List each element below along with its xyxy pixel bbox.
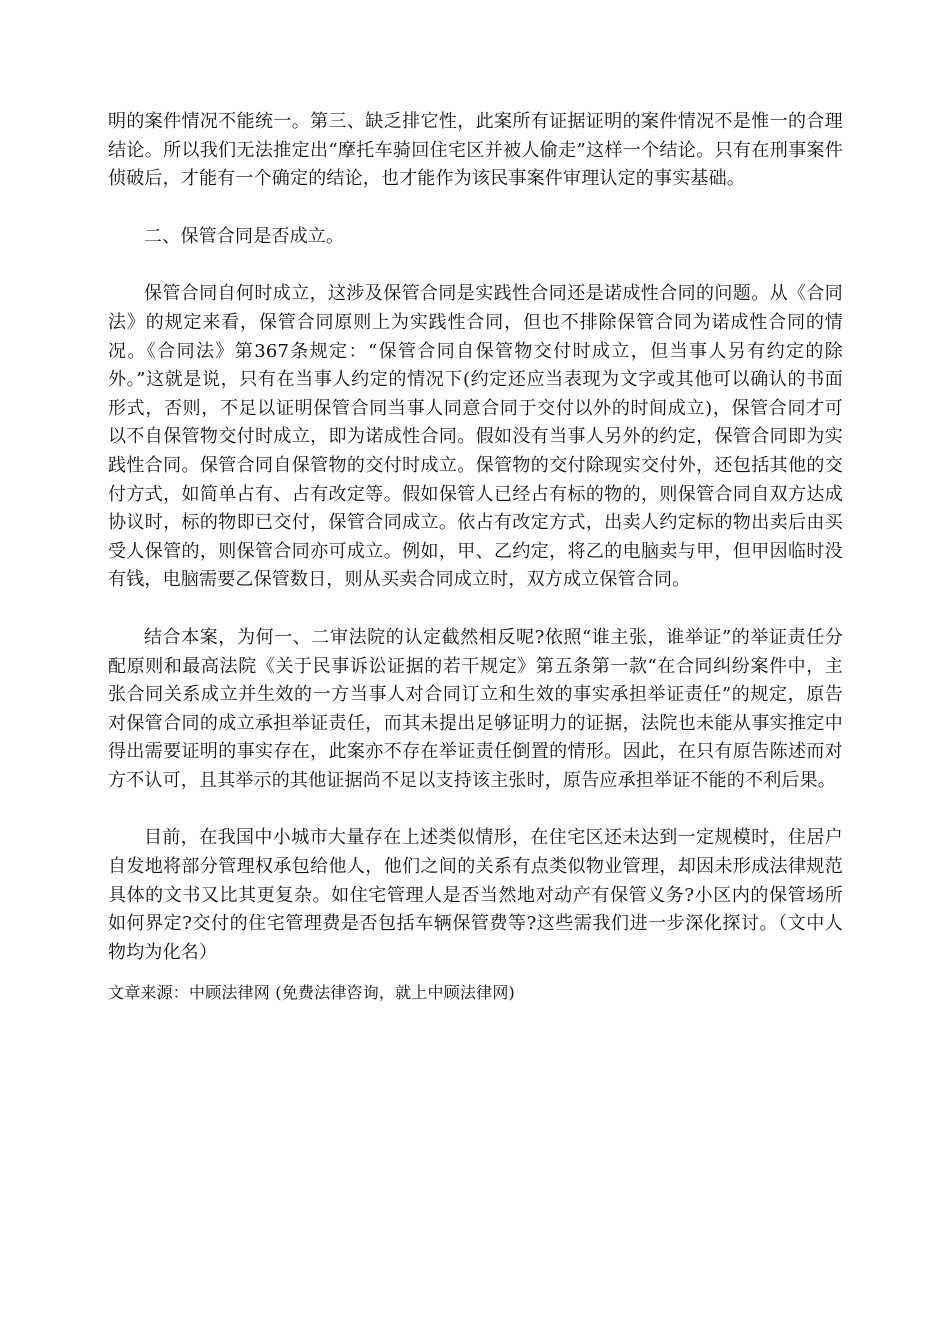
paragraph-case-analysis: 结合本案，为何一、二审法院的认定截然相反呢?依照“谁主张，谁举证”的举证责任分配原则和最高法院《关于民事诉讼证据的若干规定》第五条第一款“在合同纠纷案件中，主张合同关系成立并生效的一方当事人对合同订立和生效的事实承担举证责任”的规定，原告对保管合同的成立承担举证责任，而其未提出足够证明力的证据，法院也未能从事实推定中得出需要证明的事实存在，此案亦不存在举证责任倒置的情形。因此，在只有原告陈述而对方不认可，且其举示的其他证据尚不足以支持该主张时，原告应承担举证不能的不利后果。 xyxy=(108,626,843,791)
article-source: 文章来源：中顾法律网 (免费法律咨询，就上中顾法律网) xyxy=(108,983,515,1003)
section-heading-contract-formation: 二、保管合同是否成立。 xyxy=(144,225,345,247)
paragraph-conclusion: 目前，在我国中小城市大量存在上述类似情形，在住宅区还未达到一定规模时，住居户自发地将部分管理权承包给他人，他们之间的关系有点类似物业管理，却因未形成法律规范具体的文书又比其更复杂。如住宅管理人是否当然地对动产有保管义务?小区内的保管场所如何界定?交付的住宅管理费是否包括车辆保管费等?这些需我们进一步深化探讨。（文中人物均为化名） xyxy=(108,827,843,963)
paragraph-intro-continuation: 明的案件情况不能统一。第三、缺乏排它性，此案所有证据证明的案件情况不是惟一的合理结论。所以我们无法推定出“摩托车骑回住宅区并被人偷走”这样一个结论。只有在刑事案件侦破后，才能有一个确定的结论，也才能作为该民事案件审理认定的事实基础。 xyxy=(108,111,843,190)
paragraph-contract-formation: 保管合同自何时成立，这涉及保管合同是实践性合同还是诺成性合同的问题。从《合同法》的规定来看，保管合同原则上为实践性合同，但也不排除保管合同为诺成性合同的情况。《合同法》第367条规定：“保管合同自保管物交付时成立，但当事人另有约定的除外。”这就是说，只有在当事人约定的情况下(约定还应当表现为文字或其他可以确认的书面形式，否则，不足以证明保管合同当事人同意合同于交付以外的时间成立)，保管合同才可以不自保管物交付时成立，即为诺成性合同。假如没有当事人另外的约定，保管合同即为实践性合同。保管合同自保管物的交付时成立。保管物的交付除现实交付外，还包括其他的交付方式，如简单占有、占有改定等。假如保管人已经占有标的物的，则保管合同自双方达成协议时，标的物即已交付，保管合同成立。依占有改定方式，出卖人约定标的物出卖后由买受人保管的，则保管合同亦可成立。例如，甲、乙约定，将乙的电脑卖与甲，但甲因临时没有钱，电脑需要乙保管数日，则从买卖合同成立时，双方成立保管合同。 xyxy=(108,283,843,591)
paragraph-gap xyxy=(108,194,843,223)
paragraph-gap xyxy=(108,795,843,824)
document-page xyxy=(108,108,843,1005)
paragraph-gap xyxy=(108,595,843,624)
paragraph-gap xyxy=(108,251,843,280)
